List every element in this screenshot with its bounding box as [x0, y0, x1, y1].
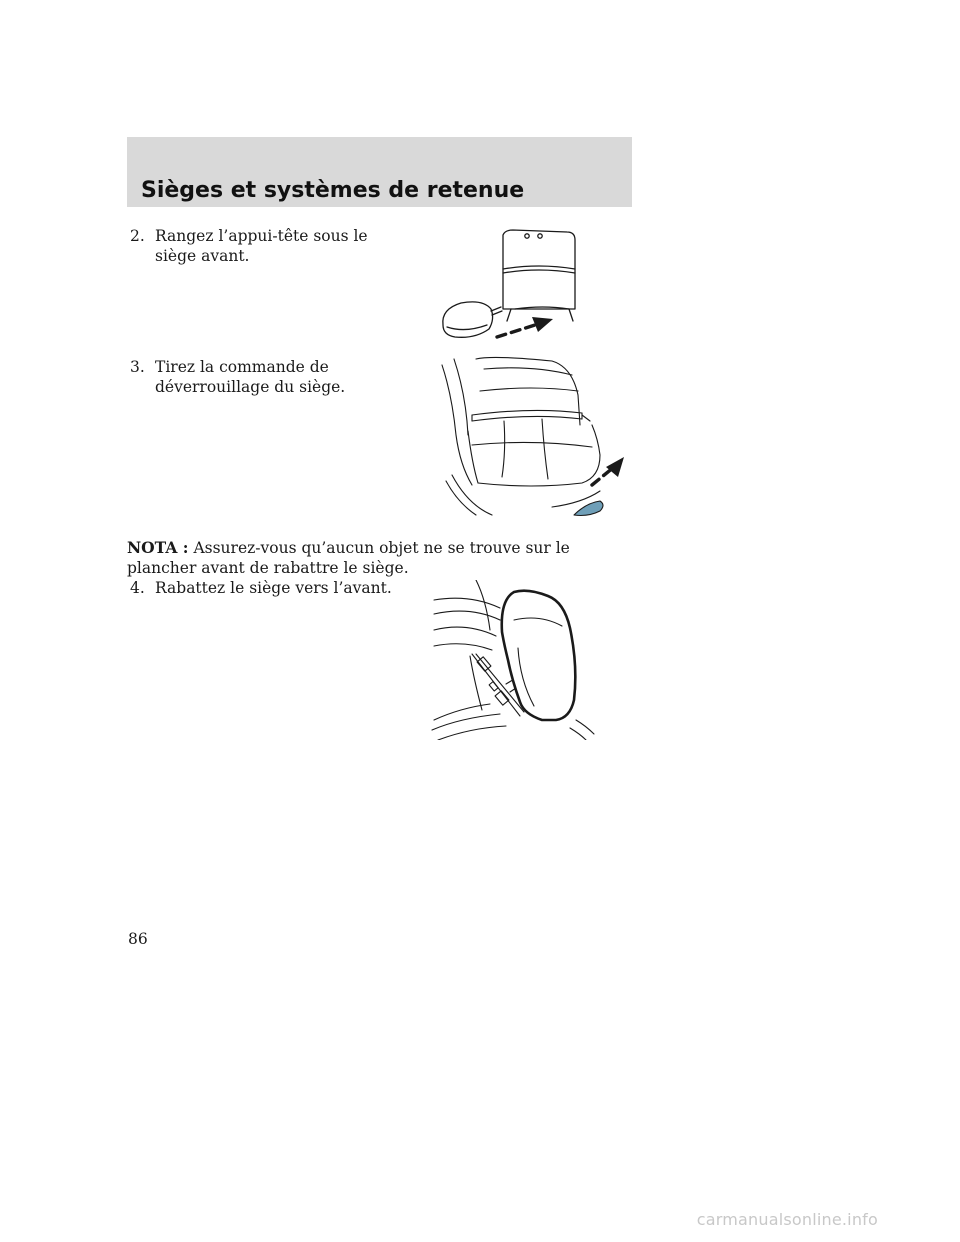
step-number: 4.	[130, 579, 145, 597]
section-header-band	[127, 137, 632, 207]
step-number: 2.	[130, 227, 145, 245]
step-number: 3.	[130, 358, 145, 376]
step-text: Rabattez le siège vers l’avant.	[155, 579, 392, 597]
step-text: Rangez l’appui-tête sous le siège avant.	[155, 227, 368, 265]
headrest-storage-illustration	[435, 225, 585, 350]
note-text: Assurez-vous qu’aucun objet ne se trouve sur le plancher avant de rabattre le siège.	[127, 539, 570, 577]
page-number: 86	[128, 930, 148, 948]
safety-note	[127, 538, 632, 578]
seat-release-illustration	[432, 355, 632, 520]
step-text: Tirez la commande de déverrouillage du siège.	[155, 358, 346, 396]
section-title: Sièges et systèmes de retenue	[141, 178, 525, 203]
note-label: NOTA :	[127, 538, 189, 557]
seat-folded-illustration	[430, 580, 600, 740]
footer-watermark[interactable]: carmanualsonline.info	[696, 1210, 878, 1229]
